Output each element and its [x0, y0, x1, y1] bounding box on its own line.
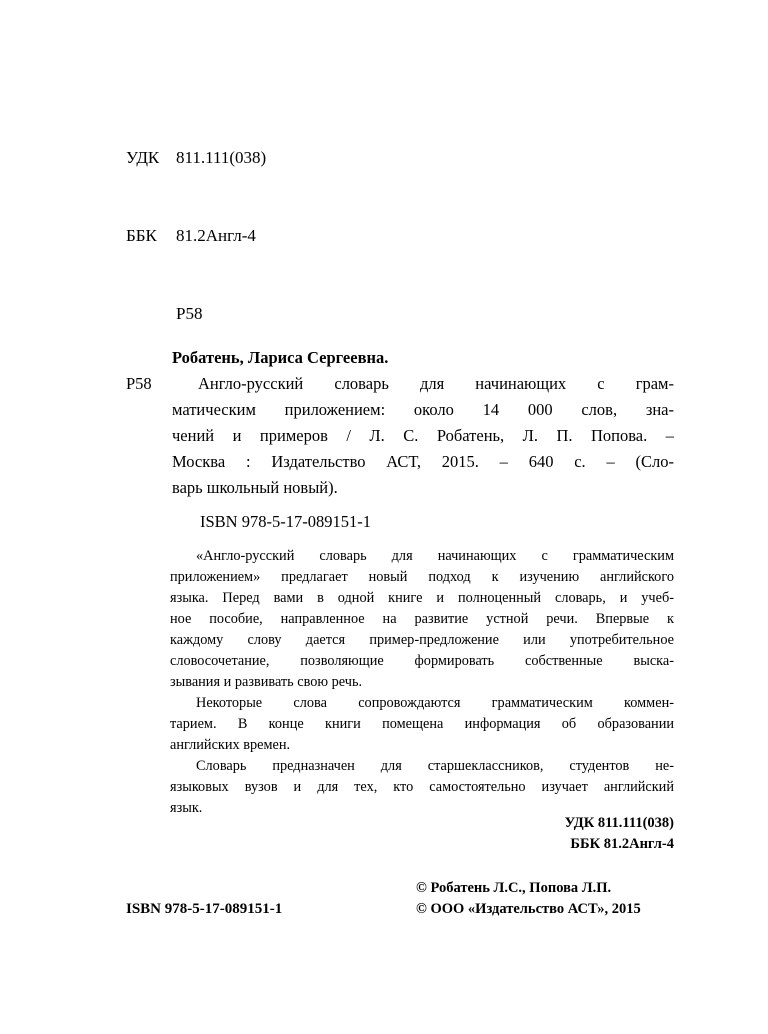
- annotation-line: зывания и развивать свою речь.: [170, 674, 363, 690]
- annotation-line: Словарь предназначен для старшеклассников, студентов не-: [196, 758, 674, 774]
- bbk-row-top: [126, 223, 266, 249]
- record-line: матическим приложением: около 14 000 слов, зна-: [172, 400, 674, 419]
- annotation-line: каждому слову дается пример-предложение или употребительное: [170, 632, 674, 648]
- copyright-publisher: © ООО «Издательство АСТ», 2015: [416, 901, 641, 917]
- annotation-line: приложением» предлагает новый подход к изучению английского: [170, 569, 674, 585]
- copyright-block: [416, 878, 641, 920]
- annotation-line: словосочетание, позволяющие формировать собственные выска-: [170, 653, 674, 669]
- record-line: Москва : Издательство АСТ, 2015. – 640 с. – (Сло-: [172, 452, 674, 471]
- udk-bottom: УДК 811.111(038): [564, 815, 674, 831]
- sigil-value-top: Р58: [176, 304, 203, 323]
- record-line: Англо-русский словарь для начинающих с грам-: [198, 374, 674, 393]
- annotation-line: язык.: [170, 800, 203, 816]
- annotation-line: «Англо-русский словарь для начинающих с грамматическим: [196, 548, 674, 564]
- record-body: [172, 371, 674, 501]
- record-author: Робатень, Лариса Сергеевна.: [172, 348, 389, 367]
- annotation-line: ное пособие, направленное на развитие устной речи. Впервые к: [170, 611, 674, 627]
- udk-label-top: УДК: [126, 148, 160, 167]
- annotation-text: [170, 546, 674, 819]
- record-line: варь школьный новый).: [172, 478, 338, 497]
- isbn-middle: ISBN 978-5-17-089151-1: [200, 512, 371, 531]
- sigil-row-top: [126, 301, 266, 327]
- annotation-line: Некоторые слова сопровождаются грамматическим коммен-: [196, 695, 674, 711]
- classification-index-bottom: [374, 813, 674, 855]
- bbk-value-top: 81.2Англ-4: [176, 226, 256, 245]
- udk-value-top: 811.111(038): [176, 148, 267, 167]
- bbk-bottom: ББК 81.2Англ-4: [570, 836, 674, 852]
- udk-row-top: [126, 145, 266, 171]
- record-sigil: Р58: [126, 374, 152, 393]
- annotation-line: языковых вузов и для тех, кто самостоятельно изучает английский: [170, 779, 674, 795]
- classification-index-top: [126, 93, 266, 379]
- annotation-line: языка. Перед вами в одной книге и полноценный словарь, и учеб-: [170, 590, 674, 606]
- isbn-bottom: ISBN 978-5-17-089151-1: [126, 901, 283, 917]
- copyright-authors: © Робатень Л.С., Попова Л.П.: [416, 880, 612, 896]
- record-line: чений и примеров / Л. С. Робатень, Л. П. Попова. –: [172, 426, 674, 445]
- annotation-line: английских времен.: [170, 737, 291, 753]
- bbk-label-top: ББК: [126, 226, 157, 245]
- annotation-line: тарием. В конце книги помещена информация об образовании: [170, 716, 674, 732]
